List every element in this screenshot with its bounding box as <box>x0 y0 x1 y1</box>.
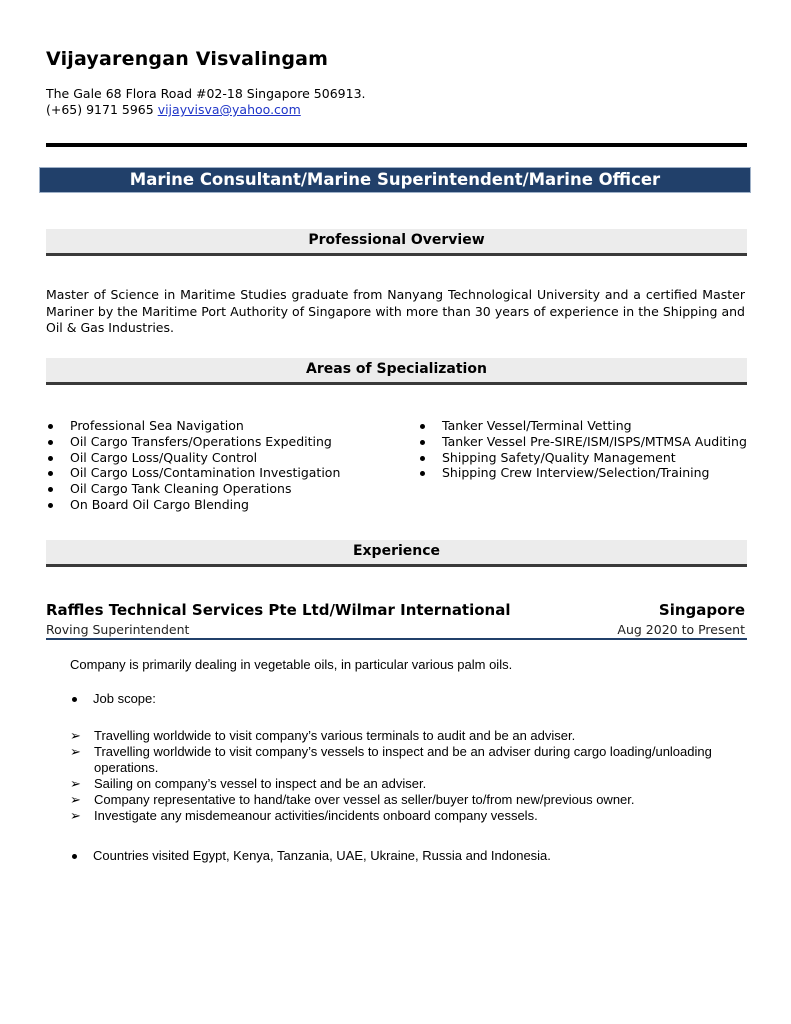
job-header <box>46 601 745 619</box>
list-item: Oil Cargo Loss/Contamination Investigation <box>46 465 406 481</box>
arrow-bullet-icon: ➢ <box>70 792 81 807</box>
list-item: Tanker Vessel/Terminal Vetting <box>418 418 748 434</box>
bullet-icon <box>48 456 53 461</box>
bullet-icon <box>48 503 53 508</box>
list-item: Shipping Safety/Quality Management <box>418 450 748 466</box>
contact-block <box>46 86 366 118</box>
section-heading-overview: Professional Overview <box>46 229 747 256</box>
list-item: Shipping Crew Interview/Selection/Training <box>418 465 748 481</box>
arrow-bullet-icon: ➢ <box>70 808 81 823</box>
overview-text: Master of Science in Maritime Studies graduate from Nanyang Technological University and a certified Master Mariner by the Maritime Port Authority of Singapore with more than 30 years of experience in the Shipping and Oil & Gas Industries. <box>46 287 745 335</box>
job-location: Singapore <box>658 601 745 619</box>
section-heading-experience: Experience <box>46 540 747 567</box>
list-item: On Board Oil Cargo Blending <box>46 497 406 513</box>
list-item: ➢ Investigate any misdemeanour activities/incidents onboard company vessels. <box>70 808 538 823</box>
phone: (+65) 9171 5965 <box>46 102 154 117</box>
list-item: Oil Cargo Transfers/Operations Expediting <box>46 434 406 450</box>
duties-list <box>70 728 750 824</box>
section-heading-specialization: Areas of Specialization <box>46 358 747 385</box>
bullet-icon <box>420 471 425 476</box>
arrow-bullet-icon: ➢ <box>70 728 81 743</box>
job-rule <box>46 638 747 640</box>
bullet-icon <box>48 487 53 492</box>
candidate-name: Vijayarengan Visvalingam <box>46 48 329 70</box>
specialization-list-right <box>418 418 748 481</box>
list-item: Oil Cargo Loss/Quality Control <box>46 450 406 466</box>
job-title-bar: Marine Consultant/Marine Superintendent/Marine Officer <box>39 167 751 193</box>
specialization-list-left <box>46 418 406 513</box>
arrow-bullet-icon: ➢ <box>70 744 81 759</box>
bullet-icon <box>72 854 77 859</box>
bullet-icon <box>420 424 425 429</box>
job-subheader <box>46 622 745 637</box>
countries-visited: Countries visited Egypt, Kenya, Tanzania, UAE, Ukraine, Russia and Indonesia. <box>93 848 551 863</box>
header-rule <box>46 143 747 147</box>
job-scope-label: Job scope: <box>93 691 156 706</box>
address: The Gale 68 Flora Road #02-18 Singapore 506913. <box>46 86 366 101</box>
company-name: Raffles Technical Services Pte Ltd/Wilmar International <box>46 601 511 619</box>
bullet-icon <box>420 456 425 461</box>
bullet-icon <box>48 440 53 445</box>
list-item: ➢ Travelling worldwide to visit company’s various terminals to audit and be an adviser. <box>70 728 576 743</box>
list-item: Oil Cargo Tank Cleaning Operations <box>46 481 406 497</box>
job-dates: Aug 2020 to Present <box>617 622 745 637</box>
bullet-icon <box>48 471 53 476</box>
bullet-icon <box>420 440 425 445</box>
list-item: ➢ Travelling worldwide to visit company’s vessels to inspect and be an adviser during cargo loading/unloading operations. <box>70 744 712 775</box>
list-item: Tanker Vessel Pre-SIRE/ISM/ISPS/MTMSA Auditing <box>418 434 748 450</box>
list-item: Professional Sea Navigation <box>46 418 406 434</box>
list-item: ➢ Sailing on company’s vessel to inspect and be an adviser. <box>70 776 427 791</box>
list-item: ➢ Company representative to hand/take over vessel as seller/buyer to/from new/previous owner. <box>70 792 635 807</box>
job-role: Roving Superintendent <box>46 622 190 637</box>
phone-email-line <box>46 102 366 118</box>
bullet-icon <box>72 697 77 702</box>
bullet-icon <box>48 424 53 429</box>
job-summary: Company is primarily dealing in vegetable oils, in particular various palm oils. <box>70 657 513 672</box>
arrow-bullet-icon: ➢ <box>70 776 81 791</box>
email-link[interactable]: vijayvisva@yahoo.com <box>157 102 301 117</box>
